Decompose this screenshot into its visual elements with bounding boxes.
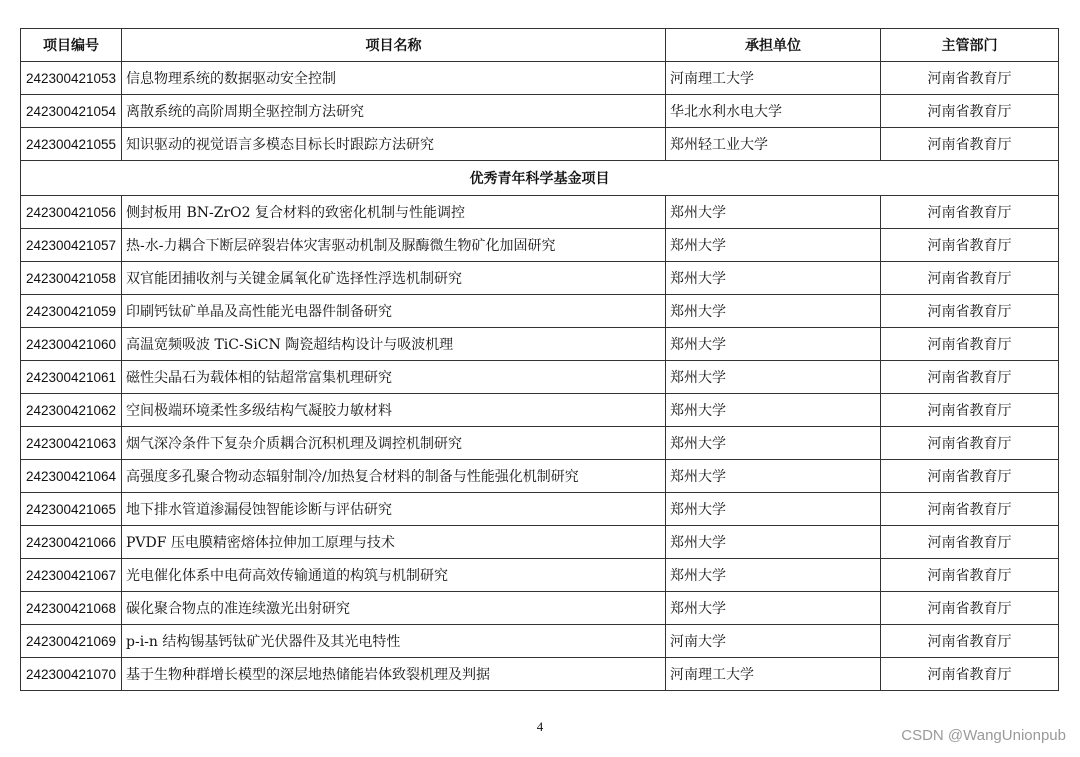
competent-department-cell: 河南省教育厅: [881, 493, 1059, 526]
project-id-cell: 242300421070: [21, 658, 122, 691]
undertaking-unit-cell: 郑州大学: [666, 328, 881, 361]
project-name-cell: 光电催化体系中电荷高效传输通道的构筑与机制研究: [122, 559, 666, 592]
competent-department-cell: 河南省教育厅: [881, 328, 1059, 361]
competent-department-cell: 河南省教育厅: [881, 592, 1059, 625]
table-row: [21, 62, 1059, 95]
competent-department-cell: 河南省教育厅: [881, 559, 1059, 592]
project-id-cell: 242300421067: [21, 559, 122, 592]
project-id-cell: 242300421064: [21, 460, 122, 493]
table-row: [21, 493, 1059, 526]
project-id-cell: 242300421063: [21, 427, 122, 460]
project-id-cell: 242300421066: [21, 526, 122, 559]
table-row: [21, 658, 1059, 691]
project-name-cell: 印刷钙钛矿单晶及高性能光电器件制备研究: [122, 295, 666, 328]
table-body-bottom: [21, 196, 1059, 691]
undertaking-unit-cell: 郑州大学: [666, 592, 881, 625]
project-id-cell: 242300421058: [21, 262, 122, 295]
table-row: [21, 196, 1059, 229]
project-name-cell: 知识驱动的视觉语言多模态目标长时跟踪方法研究: [122, 128, 666, 161]
watermark: CSDN @WangUnionpub: [901, 727, 1066, 744]
undertaking-unit-cell: 郑州大学: [666, 262, 881, 295]
table-row: [21, 427, 1059, 460]
page-number: 4: [536, 719, 544, 734]
project-id-cell: 242300421059: [21, 295, 122, 328]
project-name-cell: 磁性尖晶石为载体相的钴超常富集机理研究: [122, 361, 666, 394]
project-id-cell: 242300421068: [21, 592, 122, 625]
project-name-cell: PVDF 压电膜精密熔体拉伸加工原理与技术: [122, 526, 666, 559]
table-row: [21, 394, 1059, 427]
competent-department-cell: 河南省教育厅: [881, 128, 1059, 161]
undertaking-unit-cell: 郑州轻工业大学: [666, 128, 881, 161]
undertaking-unit-cell: 河南理工大学: [666, 658, 881, 691]
project-id-cell: 242300421056: [21, 196, 122, 229]
competent-department-cell: 河南省教育厅: [881, 460, 1059, 493]
table-row: [21, 526, 1059, 559]
table-row: [21, 559, 1059, 592]
table-row: [21, 229, 1059, 262]
header-competent-department: 主管部门: [881, 29, 1059, 62]
project-name-cell: 烟气深冷条件下复杂介质耦合沉积机理及调控机制研究: [122, 427, 666, 460]
table-body-top: [21, 62, 1059, 161]
undertaking-unit-cell: 郑州大学: [666, 394, 881, 427]
project-id-cell: 242300421065: [21, 493, 122, 526]
undertaking-unit-cell: 郑州大学: [666, 526, 881, 559]
competent-department-cell: 河南省教育厅: [881, 262, 1059, 295]
table-row: [21, 295, 1059, 328]
competent-department-cell: 河南省教育厅: [881, 394, 1059, 427]
project-table: [20, 28, 1059, 691]
undertaking-unit-cell: 郑州大学: [666, 427, 881, 460]
table-row: [21, 328, 1059, 361]
table-row: [21, 361, 1059, 394]
project-name-cell: p-i-n 结构锡基钙钛矿光伏器件及其光电特性: [122, 625, 666, 658]
project-name-cell: 热-水-力耦合下断层碎裂岩体灾害驱动机制及脲酶微生物矿化加固研究: [122, 229, 666, 262]
header-project-name: 项目名称: [122, 29, 666, 62]
project-id-cell: 242300421054: [21, 95, 122, 128]
table-row: [21, 128, 1059, 161]
undertaking-unit-cell: 郑州大学: [666, 460, 881, 493]
undertaking-unit-cell: 华北水利水电大学: [666, 95, 881, 128]
table-row: [21, 262, 1059, 295]
undertaking-unit-cell: 郑州大学: [666, 196, 881, 229]
project-name-cell: 侧封板用 BN-ZrO2 复合材料的致密化机制与性能调控: [122, 196, 666, 229]
competent-department-cell: 河南省教育厅: [881, 625, 1059, 658]
competent-department-cell: 河南省教育厅: [881, 62, 1059, 95]
competent-department-cell: 河南省教育厅: [881, 658, 1059, 691]
project-name-cell: 离散系统的高阶周期全驱控制方法研究: [122, 95, 666, 128]
project-name-cell: 地下排水管道渗漏侵蚀智能诊断与评估研究: [122, 493, 666, 526]
section-row: [21, 161, 1059, 196]
header-undertaking-unit: 承担单位: [666, 29, 881, 62]
undertaking-unit-cell: 郑州大学: [666, 559, 881, 592]
competent-department-cell: 河南省教育厅: [881, 361, 1059, 394]
undertaking-unit-cell: 郑州大学: [666, 295, 881, 328]
project-name-cell: 信息物理系统的数据驱动安全控制: [122, 62, 666, 95]
section-title: 优秀青年科学基金项目: [21, 161, 1059, 196]
project-name-cell: 基于生物种群增长模型的深层地热储能岩体致裂机理及判据: [122, 658, 666, 691]
project-name-cell: 高温宽频吸波 TiC-SiCN 陶瓷超结构设计与吸波机理: [122, 328, 666, 361]
undertaking-unit-cell: 郑州大学: [666, 493, 881, 526]
undertaking-unit-cell: 郑州大学: [666, 229, 881, 262]
table-row: [21, 95, 1059, 128]
competent-department-cell: 河南省教育厅: [881, 196, 1059, 229]
project-id-cell: 242300421061: [21, 361, 122, 394]
project-id-cell: 242300421057: [21, 229, 122, 262]
competent-department-cell: 河南省教育厅: [881, 95, 1059, 128]
table-header-row: [21, 29, 1059, 62]
table-row: [21, 460, 1059, 493]
project-id-cell: 242300421053: [21, 62, 122, 95]
undertaking-unit-cell: 郑州大学: [666, 361, 881, 394]
undertaking-unit-cell: 河南大学: [666, 625, 881, 658]
table-row: [21, 625, 1059, 658]
project-name-cell: 双官能团捕收剂与关键金属氧化矿选择性浮选机制研究: [122, 262, 666, 295]
header-project-id: 项目编号: [21, 29, 122, 62]
project-name-cell: 高强度多孔聚合物动态辐射制冷/加热复合材料的制备与性能强化机制研究: [122, 460, 666, 493]
competent-department-cell: 河南省教育厅: [881, 427, 1059, 460]
project-id-cell: 242300421060: [21, 328, 122, 361]
project-id-cell: 242300421062: [21, 394, 122, 427]
project-name-cell: 碳化聚合物点的准连续激光出射研究: [122, 592, 666, 625]
section-header: [21, 161, 1059, 196]
competent-department-cell: 河南省教育厅: [881, 526, 1059, 559]
project-id-cell: 242300421055: [21, 128, 122, 161]
undertaking-unit-cell: 河南理工大学: [666, 62, 881, 95]
competent-department-cell: 河南省教育厅: [881, 229, 1059, 262]
table-row: [21, 592, 1059, 625]
project-id-cell: 242300421069: [21, 625, 122, 658]
project-name-cell: 空间极端环境柔性多级结构气凝胶力敏材料: [122, 394, 666, 427]
competent-department-cell: 河南省教育厅: [881, 295, 1059, 328]
